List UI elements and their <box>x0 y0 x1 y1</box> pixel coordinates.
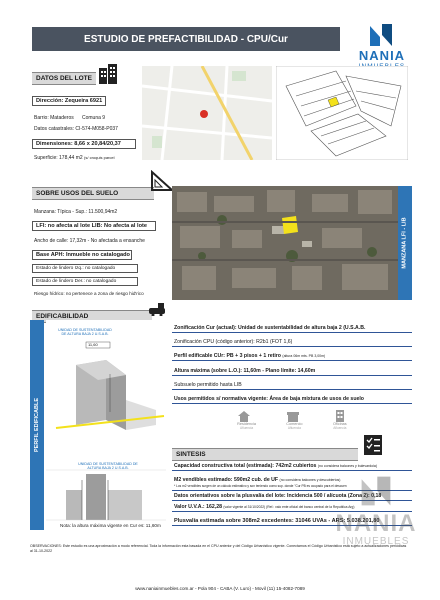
use-icons-row <box>222 410 362 442</box>
use-comercio <box>286 410 302 442</box>
capacidad-row <box>172 462 412 471</box>
section-usos-suelo: SOBRE USOS DEL SUELO <box>32 187 154 200</box>
street-map-image <box>142 66 272 160</box>
manzana-text: Manzana: Típica - Sup.: 11.500,94m2 <box>34 209 118 215</box>
perfil-side-band <box>30 320 44 530</box>
asterisco-note: * Los m2 vendibles surgen de un cálculo estimativo y son teniendo como sup. donde "Cur PB es ocupado para el descuen <box>174 484 347 488</box>
use-comercio-name: Comercio <box>286 422 303 426</box>
vendibles-value: M2 vendibles estimado: 590m2 cub. de UF <box>174 477 279 483</box>
altura-row: Altura máxima (sobre L.O.): 11,60m - Plano límite: 14,60m <box>172 367 412 376</box>
setsquare-icon <box>150 170 174 192</box>
direccion-field: Dirección: Zequeira 6921 <box>32 96 106 106</box>
comuna-text: Comuna 9 <box>82 115 106 121</box>
use-residencia-status: Afluencia <box>239 426 254 430</box>
section-edificabilidad: EDIFICABILIDAD <box>32 310 152 323</box>
zonificacion-cur-row: Zonificación Cur (actual): Unidad de sustentabilidad de altura baja 2 (U.S.A.B. <box>172 324 412 333</box>
manzana-side-band <box>398 186 412 300</box>
capacidad-note: (no considera balcones y bulevardoia) <box>317 464 378 468</box>
superficie-value: Superficie: 178,44 m2 <box>34 155 83 161</box>
building-icon <box>97 62 119 84</box>
superficie-note: (s/ croquis parcel <box>84 155 115 160</box>
plusvalia-row: Plusvalía estimada sobre 308m2 excedentes: 31046 UVAs - ARS: 5.038.201,80 <box>172 517 412 526</box>
watermark-logo <box>326 474 426 554</box>
watermark-name: NANIA <box>335 510 417 537</box>
use-oficinas-name: Oficinas <box>332 422 347 426</box>
checklist-icon <box>362 434 384 456</box>
lfi-field: LFI: no afecta al lote LIB: No afecta al lote <box>32 221 156 231</box>
perfil-row <box>172 352 412 361</box>
office-icon <box>333 410 347 422</box>
perfil-note: (altura 06m mts. PB 3,00m) <box>282 354 326 358</box>
contact-line[interactable]: www.naniainmuebles.com.ar - Pola 904 - CABA (V. Luro) - Movil (11) 15-4082-7089 <box>135 586 305 591</box>
page-title: ESTUDIO DE PREFACTIBILIDAD - CPU/Cur <box>32 27 340 51</box>
height-note: Nota: la altura máxima vigente en Cur es: 11,60m <box>60 523 161 528</box>
dimensiones-label: Dimensiones: <box>36 141 73 147</box>
diagram-label-1: UNIDAD DE SUSTENTABILIDAD DE ALTURA BAJA 2 U.S.A.B. <box>58 328 112 337</box>
watermark-logo-icon <box>356 474 396 508</box>
use-oficinas-status: Afluencia <box>333 426 347 430</box>
house-icon <box>237 410 251 422</box>
use-comercio-status: Afluencia <box>287 426 301 430</box>
datos-orientativos-row: Datos orientativos sobre la plusvalía del lote: Incidencia 500 / alícuota (Zona 2): 0,18 <box>172 492 412 501</box>
crane-icon <box>148 300 168 316</box>
diagram-label-2: UNIDAD DE SUSTENTABILIDAD DE ALTURA BAJA 2 U.S.A.B. <box>78 462 138 471</box>
capacidad-value: Capacidad constructiva total (estimada): 742m2 cubiertos <box>174 463 317 469</box>
valor-uva-note: (valor vigente al 31/10/2022) (Ref.: valo ente oficial del banco central de la Republica Arg) <box>223 505 355 509</box>
logo-name: NANIA <box>358 48 406 63</box>
shop-icon <box>286 410 300 422</box>
watermark-sub: INMUEBLES <box>342 536 410 547</box>
zonificacion-cpu-row: Zonificación CPU (código anterior): R2b1 (FOT 1,6) <box>172 338 412 347</box>
barrio-text: Barrio: Mataderos <box>34 115 74 121</box>
aph-field: Base APH: Inmueble no catalogado <box>32 250 132 260</box>
perfil-side-label: PERFIL EDIFICABLE <box>34 398 40 452</box>
lindero-der-field: Estado de lindero Der.: no catalogado <box>32 277 138 286</box>
dimensiones-field <box>32 139 136 149</box>
use-residencia-name: Residencia <box>237 422 256 426</box>
subsuelo-row: Subsuelo permitido hasta LIB <box>172 381 412 390</box>
section-datos-lote: DATOS DEL LOTE <box>32 72 96 85</box>
diagram-height-1: 11,60 <box>88 342 98 347</box>
usos-row: Usos permitidos s/ normativa vigente: Área de baja mixtura de usos de suelo <box>172 395 412 404</box>
lindero-izq-field: Estado de lindero Izq.: no catalogado <box>32 264 138 273</box>
vendibles-note: (no considera balcones y descubiertos) <box>279 478 341 482</box>
nania-logo-icon <box>366 22 396 48</box>
parcel-map-image <box>276 66 408 160</box>
use-residencia <box>237 410 256 442</box>
observaciones-text: OBSERVACIONES: Este estudio es una aproximación a modo referencial. Toda la información esta basada en el CPU anterior y del Código Urbanístico vigente. Conectamos el Código Urbanístico está sujeto a actualizaciones periódicas al 31-10-2022 <box>30 544 407 553</box>
manzana-side-label: MANZANA LFI - LIB <box>402 217 408 269</box>
valor-uva-value: Valor U.V.A.: 162,28 <box>174 504 222 510</box>
aerial-photo-image <box>172 186 398 300</box>
perfil-value: Perfil edificable CUr: PB + 3 pisos + 1 retiro <box>174 353 281 359</box>
use-oficinas <box>333 410 347 442</box>
riesgo-text: Riesgo hídrico: no pertenece a zona de riesgo hid'rico <box>34 291 144 296</box>
dimensiones-value: 8,66 x 20,84/20,37 <box>74 141 121 147</box>
ancho-text: Ancho de calle: 17,32m - No afectada a ensanche <box>34 238 145 244</box>
superficie-text <box>34 155 115 161</box>
catastrales-text: Datos catastrales: CI-574-M058-P037 <box>34 126 118 132</box>
section-sintesis: SINTESIS <box>172 448 358 461</box>
